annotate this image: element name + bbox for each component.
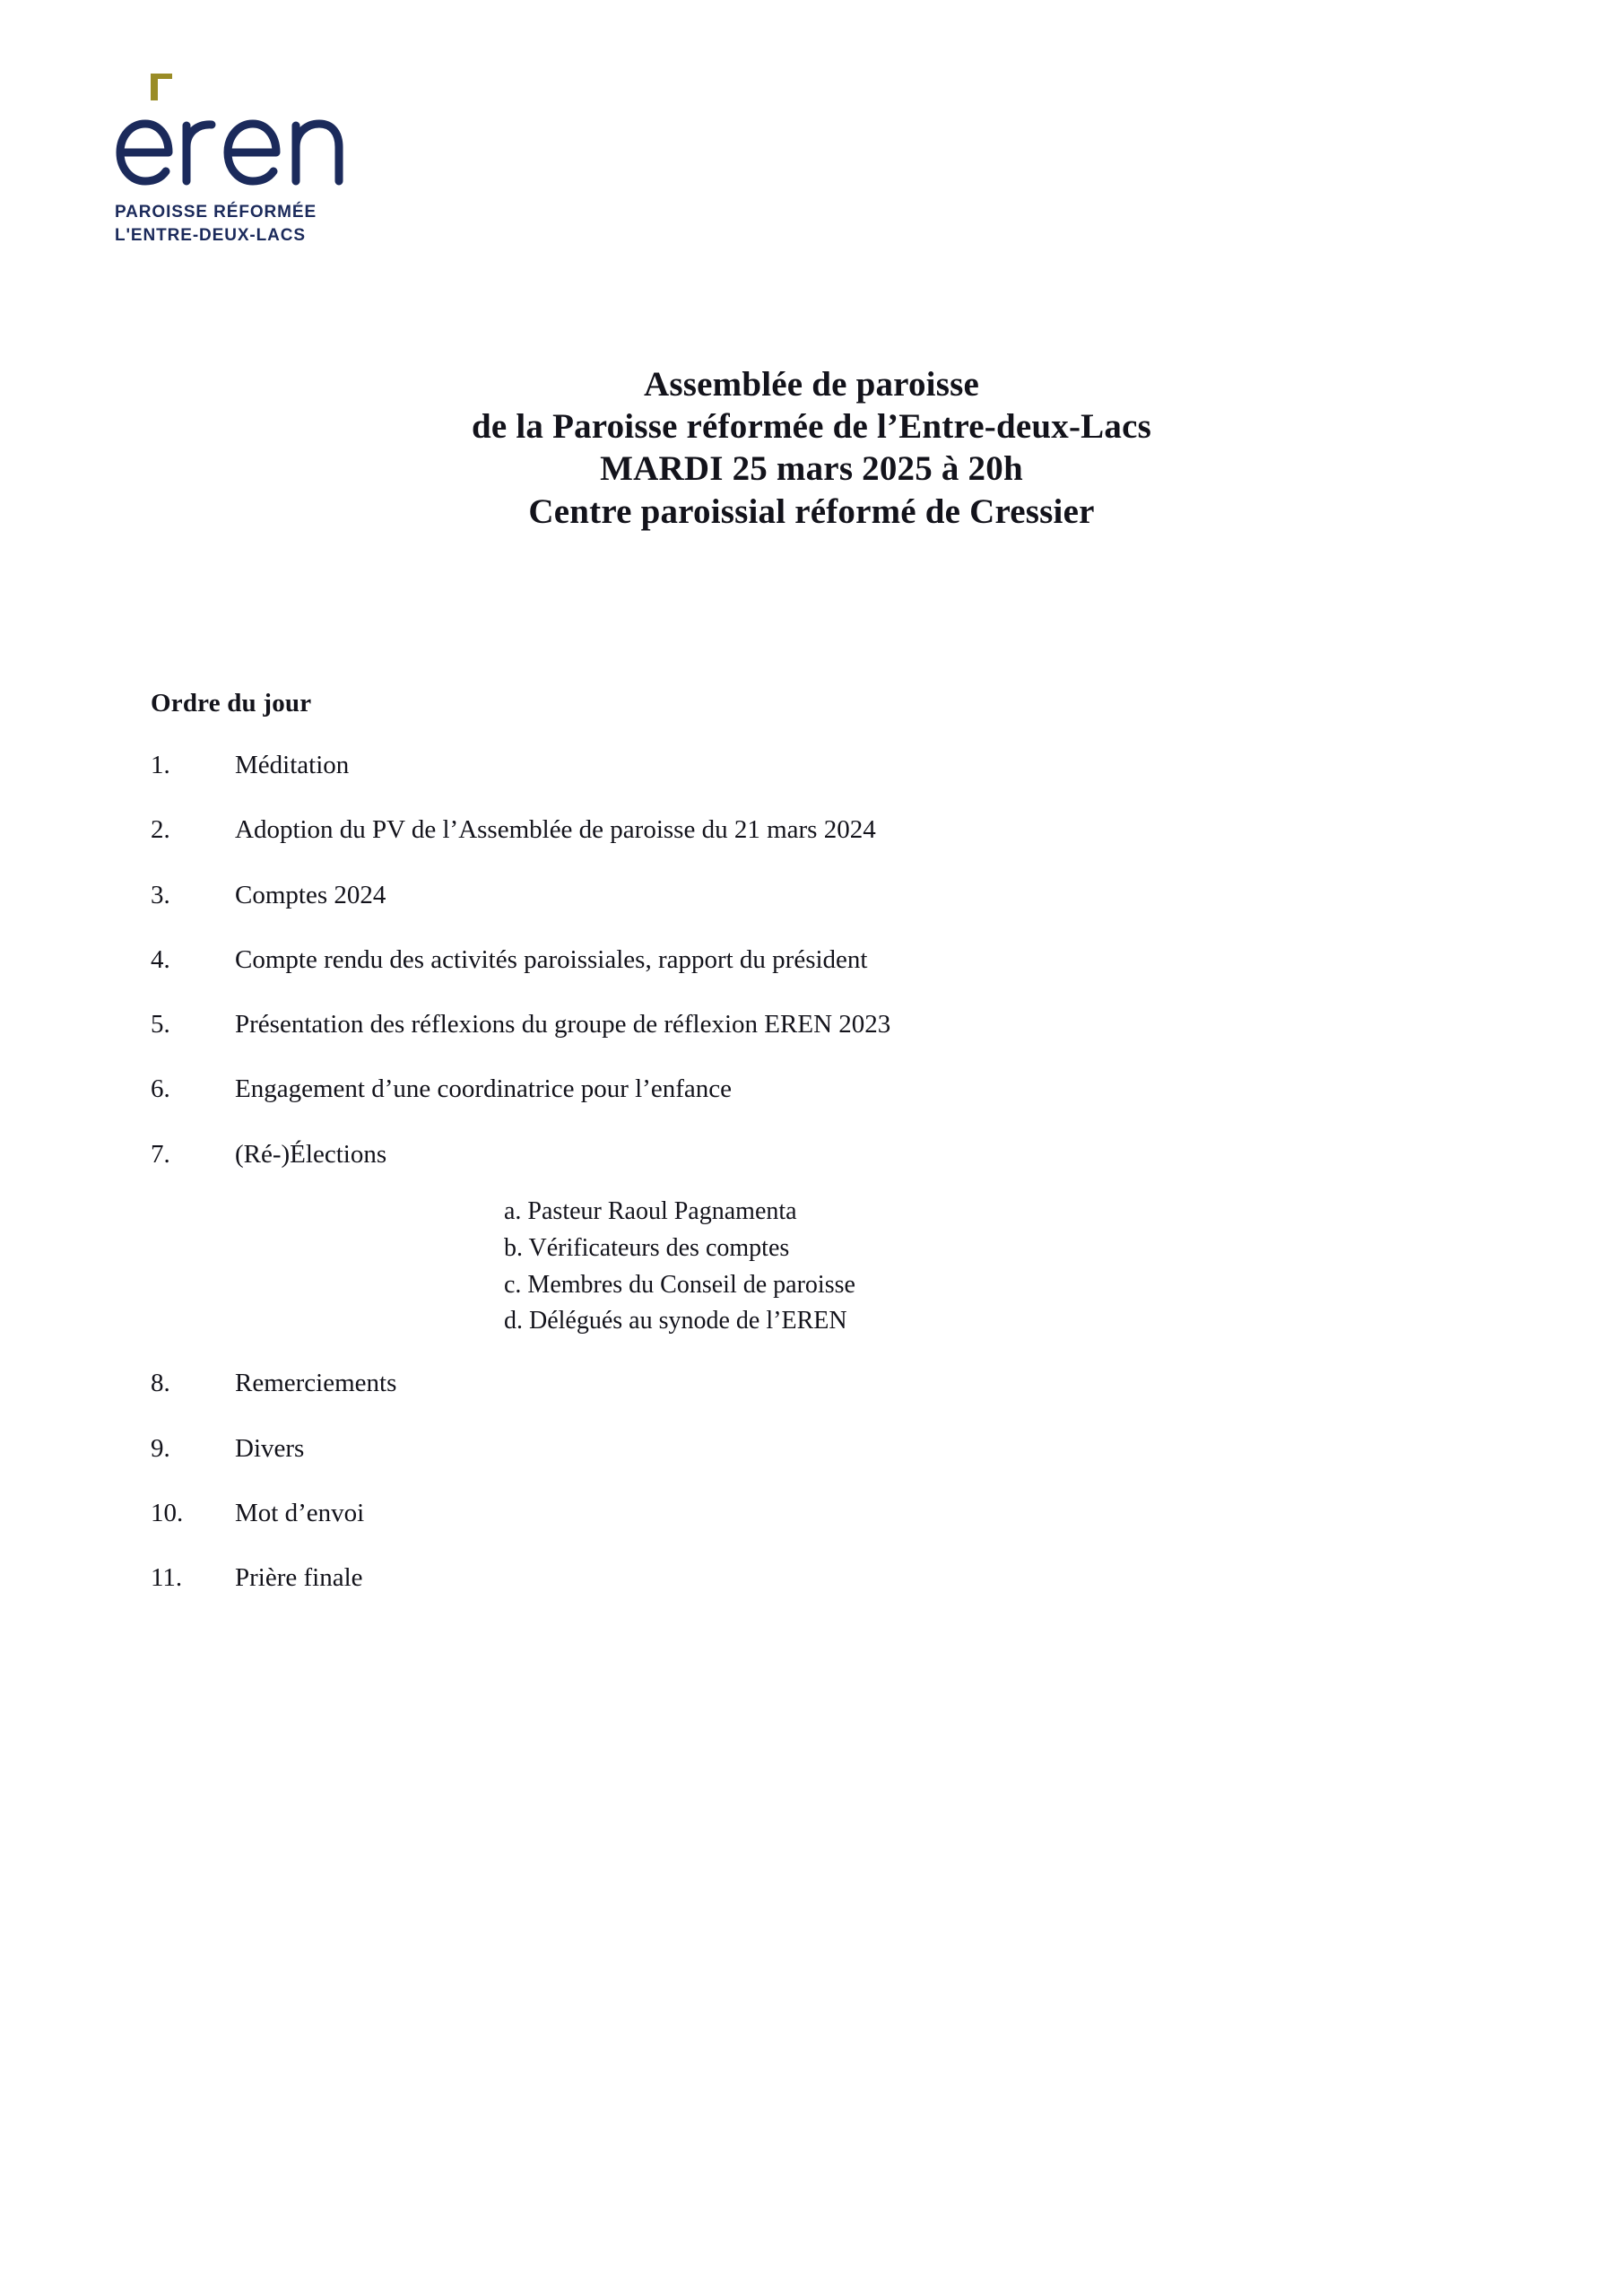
agenda-item-label: Présentation des réflexions du groupe de réflexion EREN 2023 <box>235 1010 891 1039</box>
logo-subtitle-line-1: PAROISSE RÉFORMÉE <box>115 203 317 222</box>
agenda-subitem-list <box>151 1194 1478 1341</box>
logo-subtitle <box>115 201 411 247</box>
agenda-item-number: 7. <box>151 1139 170 1169</box>
document-title <box>0 363 1623 533</box>
agenda-item-number: 11. <box>151 1563 183 1592</box>
title-line-1: Assemblée de paroisse <box>644 365 979 404</box>
agenda-item <box>151 1497 1478 1529</box>
agenda-item-number: 8. <box>151 1369 170 1398</box>
agenda-item <box>151 1073 1478 1105</box>
agenda-item-number: 2. <box>151 815 170 845</box>
agenda-item <box>151 1367 1478 1399</box>
title-line-2: de la Paroisse réformée de l’Entre-deux-Lacs <box>472 407 1151 447</box>
agenda-item <box>151 749 1478 781</box>
agenda-item-number: 10. <box>151 1498 184 1527</box>
agenda-item-label: Divers <box>235 1433 305 1463</box>
agenda-item-number: 4. <box>151 944 170 974</box>
agenda-item-label: Prière finale <box>235 1563 363 1592</box>
agenda-item <box>151 1432 1478 1465</box>
agenda-item-number: 9. <box>151 1433 170 1463</box>
agenda-item-number: 5. <box>151 1010 170 1039</box>
agenda-item <box>151 813 1478 846</box>
agenda-item <box>151 1008 1478 1040</box>
agenda-subitem: a. Pasteur Raoul Pagnamenta <box>504 1196 797 1225</box>
agenda-item-number: 6. <box>151 1074 170 1104</box>
logo-subtitle-line-2: L'ENTRE-DEUX-LACS <box>115 225 306 245</box>
logo-block <box>115 70 411 247</box>
agenda-heading: Ordre du jour <box>151 689 312 718</box>
agenda-item-label: Engagement d’une coordinatrice pour l’enfance <box>235 1074 732 1104</box>
agenda-item-number: 3. <box>151 880 170 909</box>
agenda-item <box>151 1138 1478 1170</box>
agenda-item-label: Mot d’envoi <box>235 1498 365 1527</box>
agenda-subitem: c. Membres du Conseil de paroisse <box>504 1270 855 1299</box>
agenda-item-label: Compte rendu des activités paroissiales, rapport du président <box>235 944 868 974</box>
agenda-item-label: Méditation <box>235 751 350 779</box>
logo-wordmark <box>115 70 411 196</box>
agenda-item <box>151 1561 1478 1594</box>
agenda-item <box>151 944 1478 976</box>
agenda-item-label: (Ré-)Élections <box>235 1139 387 1169</box>
agenda-item-label: Comptes 2024 <box>235 880 386 909</box>
agenda-item <box>151 879 1478 911</box>
logo-accent-mark <box>151 74 172 100</box>
agenda-subitem: d. Délégués au synode de l’EREN <box>504 1307 847 1335</box>
agenda-item-label: Adoption du PV de l’Assemblée de paroisse du 21 mars 2024 <box>235 815 876 845</box>
agenda-item-label: Remerciements <box>235 1369 397 1398</box>
title-line-4: Centre paroissial réformé de Cressier <box>528 491 1095 531</box>
agenda-subitem: b. Vérificateurs des comptes <box>504 1233 790 1262</box>
agenda-section <box>151 689 1478 1626</box>
title-line-3: MARDI 25 mars 2025 à 20h <box>600 449 1023 489</box>
agenda-item-number: 1. <box>151 751 170 779</box>
